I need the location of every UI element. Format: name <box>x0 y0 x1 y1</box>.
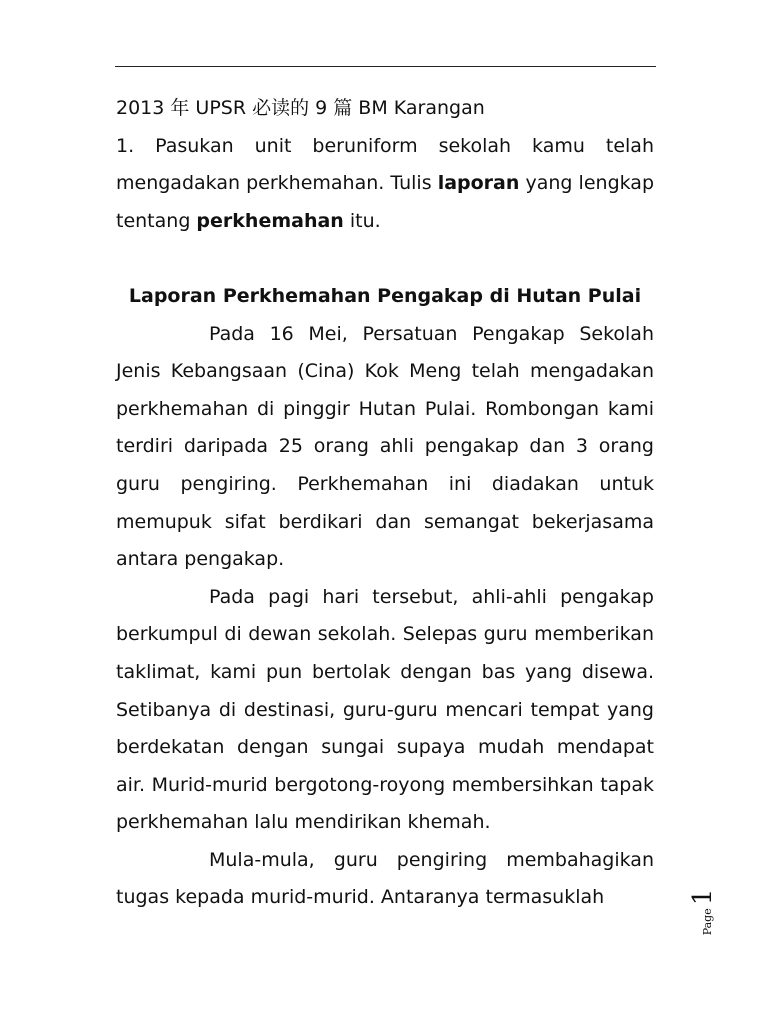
page-number: 1 <box>688 888 718 906</box>
blank-line <box>116 240 654 278</box>
essay-title: Laporan Perkhemahan Pengakap di Hutan Pulai <box>128 284 642 307</box>
page-number-marker <box>688 888 748 936</box>
question-bold-perkhemahan: perkhemahan <box>196 209 344 232</box>
question-text-3: itu. <box>343 209 381 232</box>
question-text-2: yang lengkap tentang <box>116 172 654 232</box>
document-body <box>116 90 654 917</box>
header-rule <box>115 66 656 67</box>
essay-paragraph-3: Mula-mula, guru pengiring membahagikan tugas kepada murid-murid. Antaranya termasuklah <box>116 848 654 909</box>
question-bold-laporan: laporan <box>437 172 520 195</box>
page-label: Page <box>701 908 714 936</box>
question-paragraph <box>116 128 654 241</box>
question-text-1: 1. Pasukan unit beruniform sekolah kamu telah mengadakan perkhemahan. Tulis <box>116 134 654 195</box>
essay-paragraph-2: Pada pagi hari tersebut, ahli-ahli pengakap berkumpul di dewan sekolah. Selepas guru memberikan taklimat, kami pun bertolak dengan bas yang disewa. Setibanya di destinasi, guru-guru mencari tempat yang berdekatan dengan sungai supaya mudah mendapat air. Murid-murid bergotong-royong membersihkan tapak perkhemahan lalu mendirikan khemah. <box>116 585 654 834</box>
essay-paragraph-1: Pada 16 Mei, Persatuan Pengakap Sekolah Jenis Kebangsaan (Cina) Kok Meng telah mengadakan perkhemahan di pinggir Hutan Pulai. Rombongan kami terdiri daripada 25 orang ahli pengakap dan 3 orang guru pengiring. Perkhemahan ini diadakan untuk memupuk sifat berdikari dan semangat bekerjasama antara pengakap. <box>116 322 654 571</box>
document-heading: 2013 年 UPSR 必读的 9 篇 BM Karangan <box>116 97 485 119</box>
